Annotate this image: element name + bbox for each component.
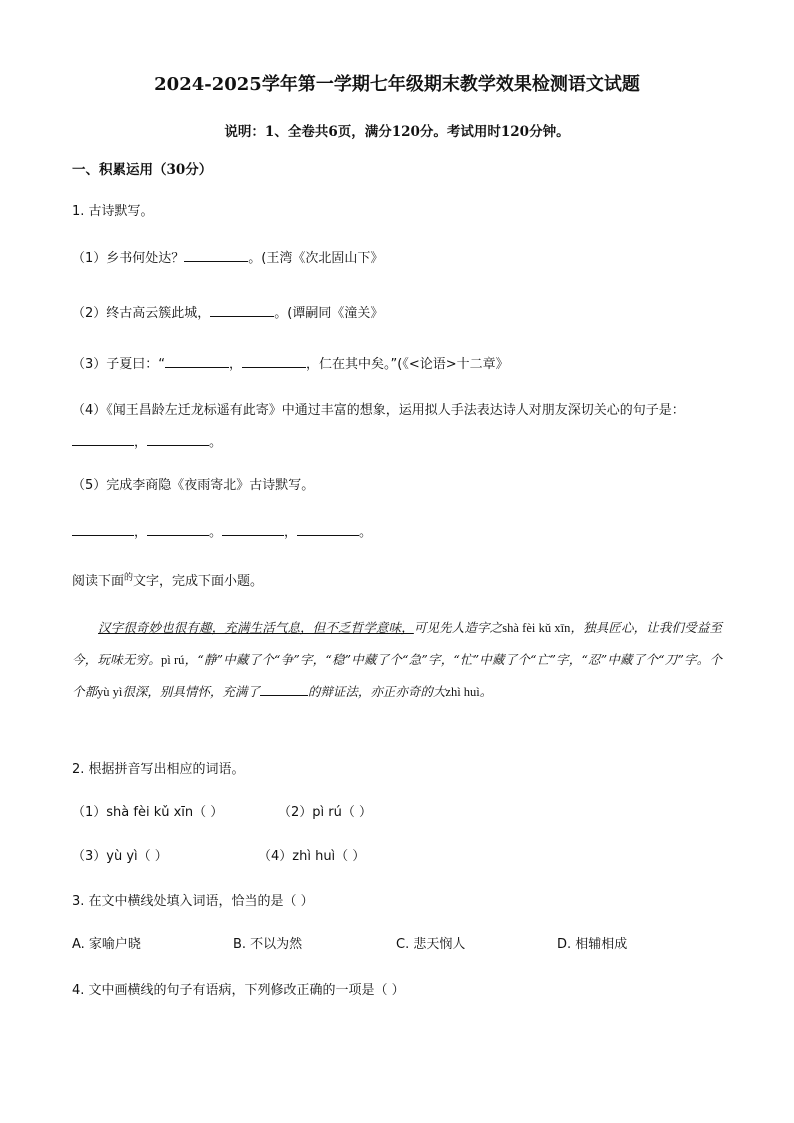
answer-blank[interactable] — [147, 523, 209, 536]
q1-part4-prompt: （4）《闻王昌龄左迁龙标遥有此寄》中通过丰富的想象，运用拟人手法表达诗人对朋友深切关心的句子是： — [72, 403, 685, 418]
q1-part5-comma-1: ， — [134, 525, 148, 540]
underlined-sentence: 汉字很奇妙也很有趣，充满生活气息，但不乏哲学意味， — [98, 620, 414, 635]
q1-part1-prompt: （1）乡书何处达？ — [72, 251, 185, 266]
reading-intro-superscript: 的 — [124, 573, 134, 583]
q1-part4-answers — [72, 431, 222, 450]
q3-stem: 3. 在文中横线处填入词语，恰当的是（ ） — [72, 894, 314, 909]
q1-stem: 1. 古诗默写。 — [72, 204, 154, 219]
answer-blank[interactable] — [72, 433, 134, 446]
passage-text: 可见先人造字之 — [413, 620, 503, 635]
answer-blank[interactable] — [242, 355, 306, 368]
answer-blank[interactable] — [210, 304, 274, 317]
q3-option-b[interactable]: B. 不以为然 — [233, 937, 303, 952]
passage-text: 的辩证法，亦正亦奇的大 — [307, 684, 446, 699]
reading-intro — [72, 570, 263, 589]
q1-part5-answers — [72, 521, 372, 540]
answer-blank[interactable] — [147, 433, 209, 446]
q1-part5-stop-1: 。 — [209, 525, 223, 540]
q1-part3-source: ，仁在其中矣。”(《<论语>十二章》 — [306, 357, 509, 372]
q1-part5-prompt: （5）完成李商隐《夜雨寄北》古诗默写。 — [72, 478, 315, 493]
q1-part5-stop-2: 。 — [359, 525, 373, 540]
q1-part1-source: 。(王湾《次北固山下》 — [248, 251, 384, 266]
q1-part1 — [72, 247, 383, 266]
passage-text: ，独具匠心，让我们受益至今，玩味无穷。 — [72, 620, 722, 667]
q4-stem: 4. 文中画横线的句子有语病，下列修改正确的一项是（ ） — [72, 983, 405, 998]
reading-intro-text-a: 阅读下面 — [72, 574, 125, 589]
q2-item-3: （3）yù yì（ ） — [72, 849, 168, 864]
q1-part4-comma: ， — [134, 435, 148, 450]
passage-text: 。 — [479, 684, 493, 699]
q1-part2 — [72, 302, 383, 321]
answer-blank[interactable] — [222, 523, 284, 536]
q2-item-4: （4）zhì huì（ ） — [258, 849, 366, 864]
pinyin: pì rú — [160, 653, 185, 667]
exam-instructions: 说明：1、全卷共6页，满分120分。考试用时120分钟。 — [224, 124, 570, 140]
q2-item-1: （1）shà fèi kǔ xīn（ ） — [72, 805, 224, 820]
answer-blank[interactable] — [260, 683, 308, 696]
answer-blank[interactable] — [72, 523, 134, 536]
answer-blank[interactable] — [165, 355, 229, 368]
q1-part5-comma-2: ， — [284, 525, 298, 540]
q2-stem: 2. 根据拼音写出相应的词语。 — [72, 762, 245, 777]
q1-part3 — [72, 353, 509, 372]
reading-passage — [72, 612, 722, 708]
pinyin: zhì huì — [445, 685, 480, 699]
q1-part3-separator: ， — [229, 357, 243, 372]
q1-part4-end: 。 — [209, 435, 223, 450]
q1-part2-prompt: （2）终古高云簇此城， — [72, 306, 211, 321]
q1-part3-prompt: （3）子夏曰：“ — [72, 357, 166, 372]
passage-text: 很深，别具情怀，充满了 — [122, 684, 260, 699]
section-heading: 一、积累运用（30分） — [72, 162, 213, 178]
answer-blank[interactable] — [184, 249, 248, 262]
pinyin: yù yì — [97, 685, 123, 699]
passage-text: ，“静”中藏了个“争”字，“稳”中藏了个“急”字，“忙”中藏了个“亡”字，“忍”中藏了个“刀”字。个个都 — [72, 652, 722, 699]
reading-intro-text-b: 文字，完成下面小题。 — [133, 574, 264, 589]
q2-item-2: （2）pì rú（ ） — [278, 805, 372, 820]
q3-option-d[interactable]: D. 相辅相成 — [557, 937, 628, 952]
q3-option-c[interactable]: C. 悲天悯人 — [396, 937, 466, 952]
pinyin: shà fèi kǔ xīn — [502, 621, 571, 635]
answer-blank[interactable] — [297, 523, 359, 536]
q1-part2-source: 。(谭嗣同《潼关》 — [274, 306, 384, 321]
q3-option-a[interactable]: A. 家喻户晓 — [72, 937, 141, 952]
exam-title: 2024-2025学年第一学期七年级期末教学效果检测语文试题 — [154, 74, 640, 95]
